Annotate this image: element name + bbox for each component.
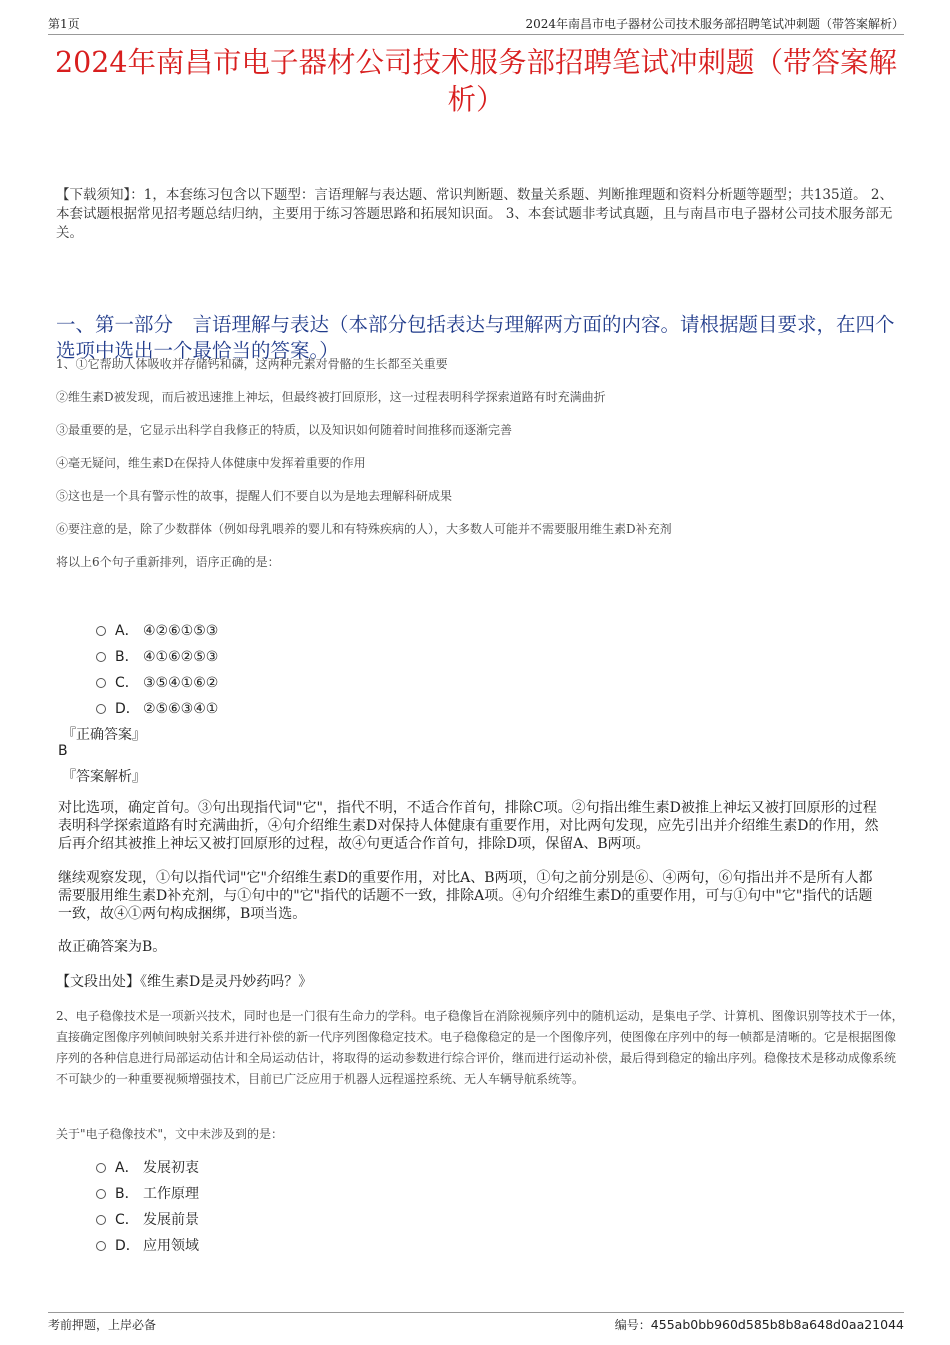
option-text: 发展前景	[143, 1212, 199, 1228]
q2-option-c[interactable]	[96, 1209, 199, 1229]
radio-icon[interactable]	[96, 626, 106, 636]
answer-label: 『正确答案』	[62, 727, 146, 743]
option-letter: D．	[115, 701, 140, 717]
page-number: 第1页	[48, 17, 80, 31]
radio-icon[interactable]	[96, 1163, 106, 1173]
footer-slogan: 考前押题，上岸必备	[48, 1318, 157, 1332]
analysis-conclusion: 故正确答案为B。	[58, 939, 167, 955]
option-letter: C．	[115, 675, 139, 691]
footer-code-label: 编号：	[614, 1318, 651, 1332]
radio-icon[interactable]	[96, 1189, 106, 1199]
answer-value: B	[58, 743, 68, 759]
q1-option-a[interactable]	[96, 620, 218, 640]
page-header	[48, 14, 904, 35]
q2-passage: 2、电子稳像技术是一项新兴技术，同时也是一门很有生命力的学科。电子稳像旨在消除视频序列中的随机运动，是集电子学、计算机、图像识别等技术于一体，直接确定图像序列帧间映射关系并进行补偿的新一代序列图像稳定技术。电子稳像稳定的是一个图像序列，使图像在序列中的每一帧都是清晰的。它是根据图像序列的各种信息进行局部运动估计和全局运动估计，将取得的运动参数进行综合评价，继而进行运动补偿，最后得到稳定的输出序列。稳像技术是移动成像系统不可缺少的一种重要视频增强技术，目前已广泛应用于机器人远程遥控系统、无人车辆导航系统等。	[56, 1009, 904, 1086]
q1-option-b[interactable]	[96, 646, 218, 666]
option-text: ④②⑥①⑤③	[143, 623, 219, 639]
q1-sentence: ⑤这也是一个具有警示性的故事，提醒人们不要自以为是地去理解科研成果	[56, 489, 453, 503]
radio-icon[interactable]	[96, 1241, 106, 1251]
radio-icon[interactable]	[96, 1215, 106, 1225]
option-letter: A．	[115, 1160, 139, 1176]
option-text: 发展初衷	[143, 1160, 199, 1176]
q2-prompt: 关于"电子稳像技术"，文中未涉及到的是：	[56, 1127, 284, 1141]
radio-icon[interactable]	[96, 704, 106, 714]
footer-code	[615, 1316, 904, 1333]
q1-prompt: 将以上6个句子重新排列，语序正确的是：	[56, 555, 280, 569]
option-text: ②⑤⑥③④①	[143, 701, 219, 717]
option-text: ④①⑥②⑤③	[143, 649, 219, 665]
radio-icon[interactable]	[96, 652, 106, 662]
q1-sentence: ④毫无疑问，维生素D在保持人体健康中发挥着重要的作用	[56, 456, 366, 470]
document-title: 2024年南昌市电子器材公司技术服务部招聘笔试冲刺题（带答案解析）	[54, 46, 898, 116]
footer-code-value: 455ab0bb960d585b8b8a648d0aa21044	[650, 1317, 904, 1332]
option-text: 应用领域	[143, 1238, 199, 1254]
section-heading: 一、第一部分 言语理解与表达（本部分包括表达与理解两方面的内容。请根据题目要求，在四个选项中选出一个最恰当的答案。）	[56, 313, 895, 362]
option-letter: B．	[115, 649, 139, 665]
download-notice: 【下载须知】：1，本套练习包含以下题型：言语理解与表达题、常识判断题、数量关系题、判断推理题和资料分析题等题型；共135道。 2、本套试题根据常见招考题总结归纳，主要用于练习答题思路和拓展知识面。 3、本套试题非考试真题，且与南昌市电子器材公司技术服务部无关。	[56, 187, 893, 241]
option-letter: D．	[115, 1238, 140, 1254]
source-citation: 【文段出处】《维生素D是灵丹妙药吗？》	[56, 974, 313, 990]
q2-option-b[interactable]	[96, 1183, 199, 1203]
header-doc-title: 2024年南昌市电子器材公司技术服务部招聘笔试冲刺题（带答案解析）	[525, 17, 904, 31]
q1-option-d[interactable]	[96, 698, 218, 718]
option-text: ③⑤④①⑥②	[143, 675, 219, 691]
option-letter: A．	[115, 623, 139, 639]
q1-sentence: ②维生素D被发现，而后被迅速推上神坛，但最终被打回原形，这一过程表明科学探索道路有时充满曲折	[56, 390, 606, 404]
q1-sentence: ③最重要的是，它显示出科学自我修正的特质，以及知识如何随着时间推移而逐渐完善	[56, 423, 513, 437]
analysis-paragraph: 对比选项，确定首句。③句出现指代词"它"，指代不明，不适合作首句，排除C项。②句指出维生素D被推上神坛又被打回原形的过程表明科学探索道路有时充满曲折，④句介绍维生素D对保持人体健康有重要作用，对比两句发现，应先引出并介绍维生素D的作用，然后再介绍其被推上神坛又被打回原形的过程，故④句更适合作首句，排除D项，保留A、B两项。	[58, 800, 879, 852]
q1-option-c[interactable]	[96, 672, 218, 692]
q2-option-a[interactable]	[96, 1157, 199, 1177]
option-letter: B．	[115, 1186, 139, 1202]
option-text: 工作原理	[143, 1186, 199, 1202]
q2-option-d[interactable]	[96, 1235, 199, 1255]
radio-icon[interactable]	[96, 678, 106, 688]
analysis-label: 『答案解析』	[62, 769, 146, 785]
analysis-paragraph: 继续观察发现，①句以指代词"它"介绍维生素D的重要作用，对比A、B两项，①句之前分别是⑥、④两句，⑥句指出并不是所有人都需要服用维生素D补充剂，与①句中的"它"指代的话题不一致，排除A项。④句介绍维生素D的重要作用，可与①句中"它"指代的话题一致，故④①两句构成捆绑，B项当选。	[58, 870, 873, 922]
page-footer	[48, 1312, 904, 1335]
q1-sentence: 1、①它帮助人体吸收并存储钙和磷，这两种元素对骨骼的生长都至关重要	[56, 357, 448, 371]
question-2	[56, 1006, 904, 1090]
q1-sentence: ⑥要注意的是，除了少数群体（例如母乳喂养的婴儿和有特殊疾病的人），大多数人可能并不需要服用维生素D补充剂	[56, 522, 672, 536]
option-letter: C．	[115, 1212, 139, 1228]
